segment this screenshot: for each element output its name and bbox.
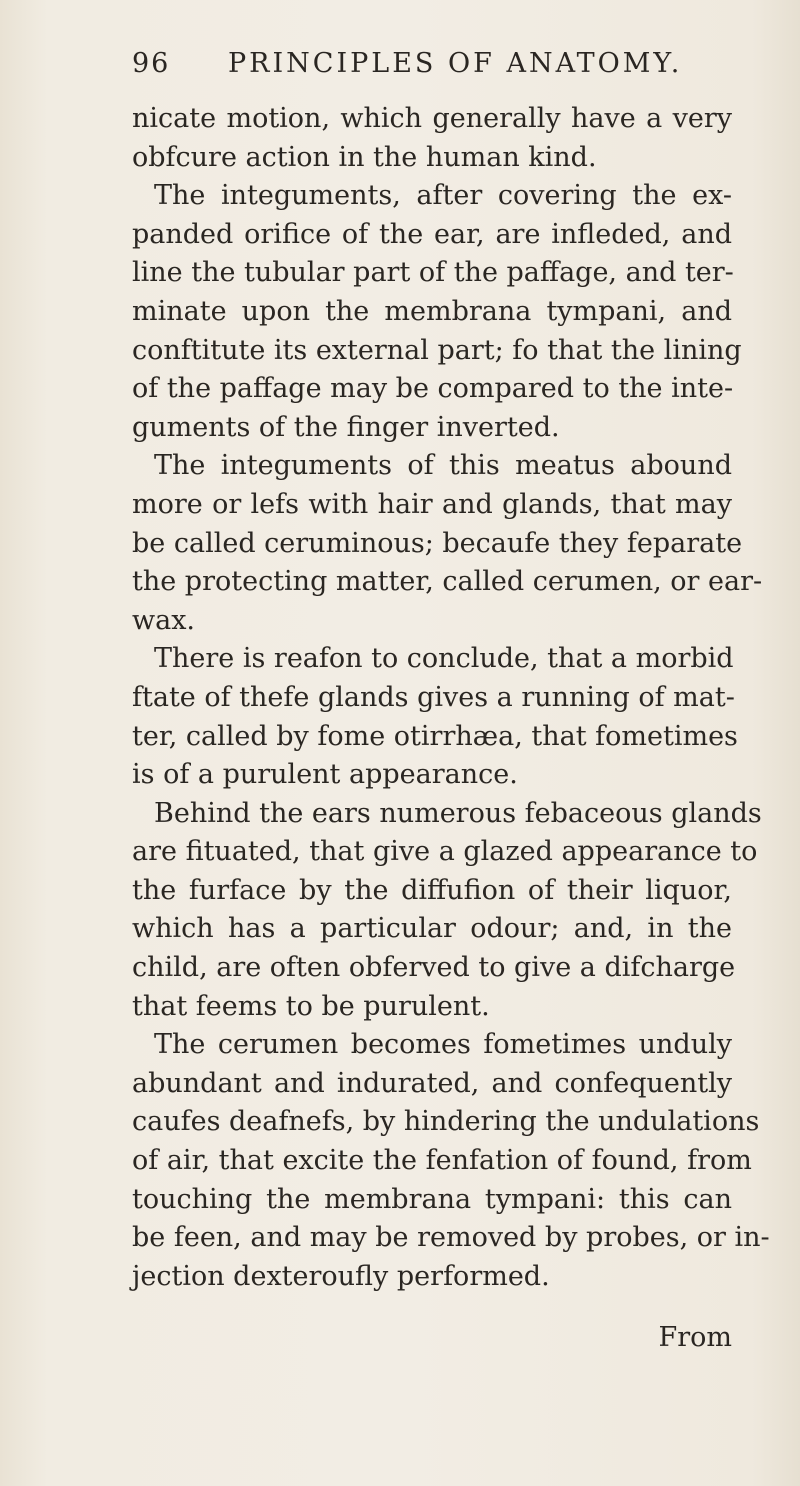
catchword-row [132, 1322, 732, 1362]
text-line: more or lefs with hair and glands, that may [132, 488, 732, 520]
text-line: touching the membrana tympani: this can [132, 1183, 732, 1215]
text-line: The integuments of this meatus abound [154, 450, 732, 482]
text-line: Behind the ears numerous febaceous glands [154, 797, 762, 829]
text-line: ter, called by fome otirrhæa, that fometimes [132, 720, 738, 752]
text-line: of the paffage may be compared to the inte- [132, 373, 734, 405]
text-line: that feems to be purulent. [132, 990, 490, 1022]
text-line: abundant and indurated, and confequently [132, 1067, 732, 1099]
text-line: be feen, and may be removed by probes, or in- [132, 1222, 770, 1254]
body-text [132, 100, 770, 1296]
page-number: 96 [132, 48, 171, 79]
text-line: jection dexteroufly performed. [132, 1260, 550, 1292]
text-line: which has a particular odour; and, in the [132, 913, 732, 945]
text-line: conftitute its external part; fo that the lining [132, 334, 742, 366]
running-head: PRINCIPLES OF ANATOMY. [228, 48, 683, 79]
catchword: From [658, 1322, 732, 1353]
text-line: guments of the finger inverted. [132, 411, 560, 443]
text-line: is of a purulent appearance. [132, 759, 518, 791]
text-line: nicate motion, which generally have a very [132, 103, 732, 134]
text-line: the protecting matter, called cerumen, or ear- [132, 566, 763, 598]
text-line: of air, that excite the fenfation of found, from [132, 1145, 752, 1177]
text-line: ftate of thefe glands gives a running of mat- [132, 681, 735, 713]
text-line: are fituated, that give a glazed appearance to [132, 836, 758, 868]
page-header [132, 48, 732, 88]
text-line: line the tubular part of the paffage, and ter- [132, 257, 734, 289]
text-line: be called ceruminous; becaufe they feparate [132, 527, 743, 559]
text-line: There is reafon to conclude, that a morbid [154, 643, 734, 675]
text-line: caufes deafnefs, by hindering the undulations [132, 1106, 760, 1138]
text-line: panded orifice of the ear, are infleded, and [132, 218, 732, 250]
text-line: the furface by the diffufion of their liquor, [132, 874, 732, 906]
text-line: child, are often obferved to give a difcharge [132, 952, 736, 984]
text-line: minate upon the membrana tympani, and [132, 295, 732, 327]
text-line: The integuments, after covering the ex- [154, 180, 732, 212]
text-line: obfcure action in the human kind. [132, 141, 597, 173]
text-line: wax. [132, 604, 196, 636]
text-line: The cerumen becomes fometimes unduly [154, 1029, 732, 1061]
